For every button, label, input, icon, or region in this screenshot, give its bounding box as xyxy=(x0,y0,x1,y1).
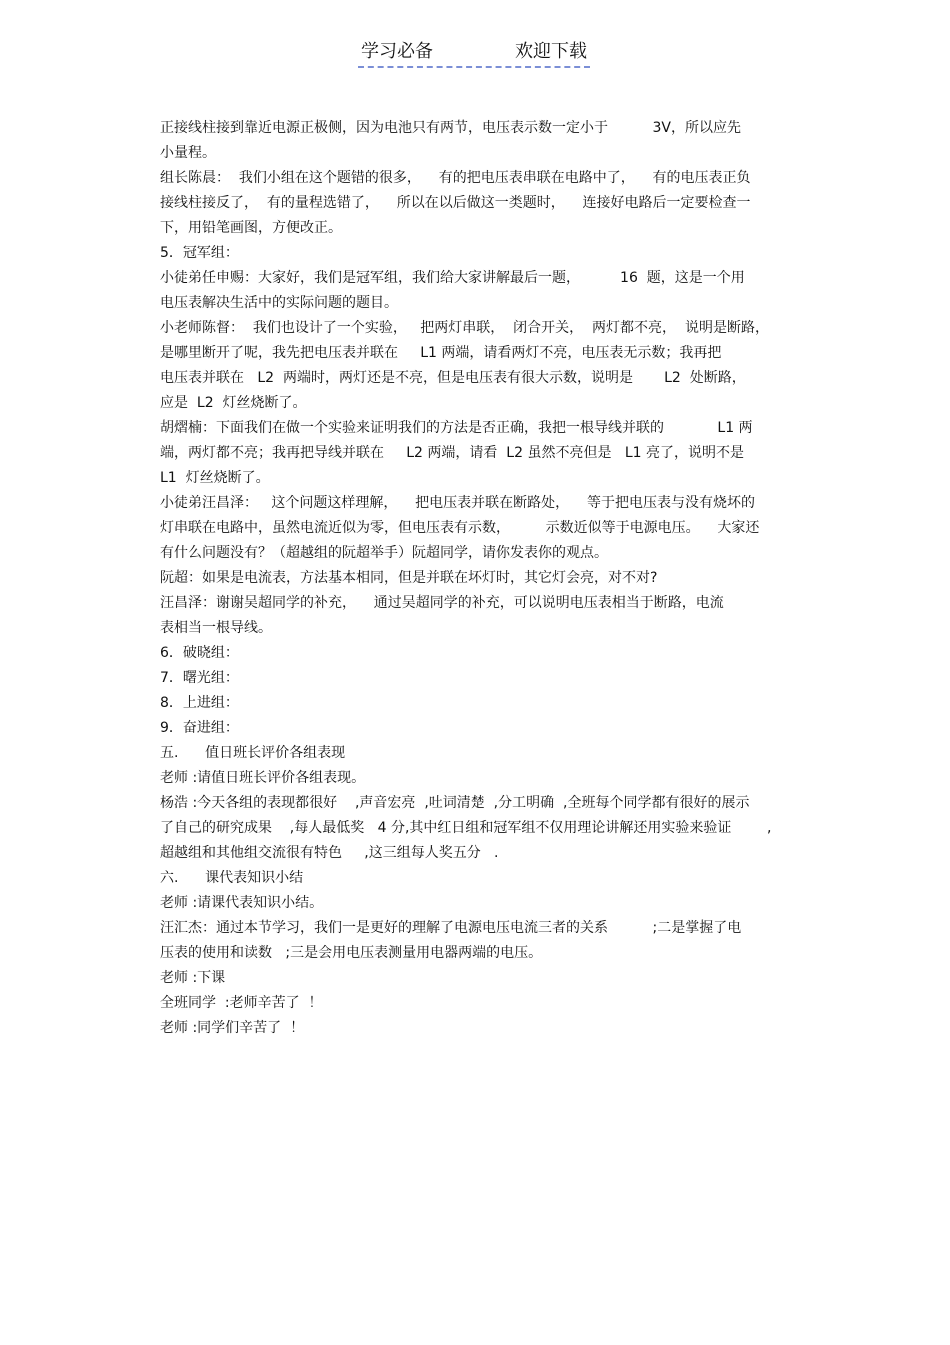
text-line: 灯串联在电路中，虽然电流近似为零，但电压表有示数， 示数近似等于电源电压。 大家还 xyxy=(160,520,760,536)
text-line: 下，用铅笔画图，方便改正。 xyxy=(160,220,342,236)
header-right-text: 欢迎下载 xyxy=(515,41,587,62)
text-line: 胡熠楠：下面我们在做一个实验来证明我们的方法是否正确，我把一根导线并联的 L1 两 xyxy=(160,420,753,436)
page-header xyxy=(358,40,590,68)
text-line: 6．破晓组： xyxy=(160,645,239,661)
text-line: 小老师陈督： 我们也设计了一个实验， 把两灯串联， 闭合开关， 两灯都不亮， 说明是断路， xyxy=(160,320,769,336)
document-body xyxy=(160,116,810,1041)
text-line: 老师 :下课 xyxy=(160,970,226,986)
text-line: 正接线柱接到靠近电源正极侧，因为电池只有两节，电压表示数一定小于 3V，所以应先 xyxy=(160,120,741,136)
text-line: 全班同学 :老师辛苦了 ！ xyxy=(160,995,323,1011)
text-line: 压表的使用和读数 ;三是会用电压表测量用电器两端的电压。 xyxy=(160,945,543,961)
text-line: 电压表并联在 L2 两端时，两灯还是不亮，但是电压表有很大示数，说明是 L2 处断路， xyxy=(160,370,746,386)
text-line: 汪汇杰：通过本节学习，我们一是更好的理解了电源电压电流三者的关系 ;二是掌握了电 xyxy=(160,920,742,936)
text-line: 杨浩 :今天各组的表现都很好 ,声音宏亮 ,吐词清楚 ,分工明确 ,全班每个同学都有很好的展示 xyxy=(160,795,750,811)
text-line: 小徒弟汪昌泽： 这个问题这样理解， 把电压表并联在断路处， 等于把电压表与没有烧坏的 xyxy=(160,495,755,511)
text-line: 小量程。 xyxy=(160,145,216,161)
text-line: 六. 课代表知识小结 xyxy=(160,870,304,886)
text-line: 应是 L2 灯丝烧断了。 xyxy=(160,395,307,411)
text-line: 接线柱接反了， 有的量程选错了， 所以在以后做这一类题时， 连接好电路后一定要检查一 xyxy=(160,195,751,211)
text-line: 端，两灯都不亮；我再把导线并联在 L2 两端，请看 L2 虽然不亮但是 L1 亮了，说明不是 xyxy=(160,445,744,461)
text-line: 9．奋进组： xyxy=(160,720,239,736)
text-line: 是哪里断开了呢，我先把电压表并联在 L1 两端，请看两灯不亮，电压表无示数；我再把 xyxy=(160,345,722,361)
text-line: 阮超：如果是电流表，方法基本相同，但是并联在坏灯时，其它灯会亮，对不对? xyxy=(160,570,658,586)
text-line: L1 灯丝烧断了。 xyxy=(160,470,270,486)
text-line: 组长陈晨： 我们小组在这个题错的很多， 有的把电压表串联在电路中了， 有的电压表正负 xyxy=(160,170,751,186)
text-line: 小徒弟任申赐：大家好，我们是冠军组，我们给大家讲解最后一题， 16 题，这是一个用 xyxy=(160,270,745,286)
text-line: 7．曙光组： xyxy=(160,670,239,686)
text-line: 老师 :请值日班长评价各组表现。 xyxy=(160,770,366,786)
text-line: 老师 :请课代表知识小结。 xyxy=(160,895,324,911)
text-line: 了自己的研究成果 ,每人最低奖 4 分,其中红日组和冠军组不仅用理论讲解还用实验来验证 , xyxy=(160,820,772,836)
header-left-text: 学习必备 xyxy=(361,41,433,62)
text-line: 8．上进组： xyxy=(160,695,239,711)
text-line: 五. 值日班长评价各组表现 xyxy=(160,745,346,761)
text-line: 有什么问题没有？（超越组的阮超举手）阮超同学，请你发表你的观点。 xyxy=(160,545,608,561)
text-line: 电压表解决生活中的实际问题的题目。 xyxy=(160,295,398,311)
text-line: 超越组和其他组交流很有特色 ,这三组每人奖五分 . xyxy=(160,845,499,861)
text-line: 表相当一根导线。 xyxy=(160,620,272,636)
text-line: 汪昌泽：谢谢吴超同学的补充， 通过吴超同学的补充，可以说明电压表相当于断路，电流 xyxy=(160,595,724,611)
text-line: 5．冠军组： xyxy=(160,245,239,261)
text-line: 老师 :同学们辛苦了 ！ xyxy=(160,1020,305,1036)
